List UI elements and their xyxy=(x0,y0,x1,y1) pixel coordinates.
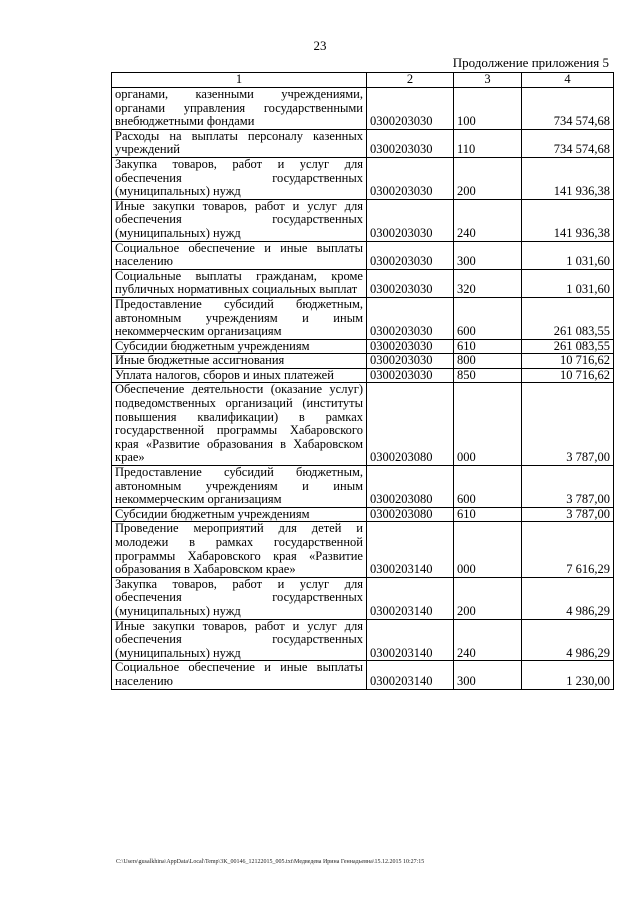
cell-name: Уплата налогов, сборов и иных платежей xyxy=(112,368,367,383)
table-row xyxy=(112,383,614,466)
table-row xyxy=(112,368,614,383)
table-row xyxy=(112,619,614,661)
cell-type: 240 xyxy=(454,619,522,661)
table-row xyxy=(112,661,614,689)
cell-amount: 734 574,68 xyxy=(522,88,614,130)
cell-type: 600 xyxy=(454,466,522,508)
cell-code: 0300203030 xyxy=(367,269,454,297)
table-row xyxy=(112,129,614,157)
cell-amount: 4 986,29 xyxy=(522,619,614,661)
cell-amount: 10 716,62 xyxy=(522,354,614,369)
cell-code: 0300203030 xyxy=(367,129,454,157)
cell-name: Закупка товаров, работ и услуг для обеспечения государственных (муниципальных) нужд xyxy=(112,157,367,199)
cell-code: 0300203140 xyxy=(367,619,454,661)
cell-type: 320 xyxy=(454,269,522,297)
cell-code: 0300203140 xyxy=(367,522,454,577)
cell-type: 610 xyxy=(454,339,522,354)
cell-type: 850 xyxy=(454,368,522,383)
cell-type: 600 xyxy=(454,297,522,339)
column-header: 1 xyxy=(112,73,367,88)
cell-amount: 141 936,38 xyxy=(522,157,614,199)
column-header: 3 xyxy=(454,73,522,88)
cell-code: 0300203030 xyxy=(367,354,454,369)
footer-file-path: C:\Users\gusalkhina\AppData\Local\Temp\3K_00146_12122015_005.txt\Медведева Ирина Геннадьевна\15.12.2015 10:27:15 xyxy=(116,859,425,865)
page-number: 23 xyxy=(313,38,327,53)
cell-code: 0300203030 xyxy=(367,88,454,130)
cell-name: Иные закупки товаров, работ и услуг для обеспечения государственных (муниципальных) нужд xyxy=(112,619,367,661)
cell-name: Социальные выплаты гражданам, кроме публичных нормативных социальных выплат xyxy=(112,269,367,297)
cell-code: 0300203030 xyxy=(367,368,454,383)
cell-amount: 1 031,60 xyxy=(522,269,614,297)
cell-amount: 3 787,00 xyxy=(522,383,614,466)
cell-name: Социальное обеспечение и иные выплаты населению xyxy=(112,241,367,269)
cell-name: органами, казенными учреждениями, органами управления государственными внебюджетными фондами xyxy=(112,88,367,130)
cell-code: 0300203030 xyxy=(367,157,454,199)
cell-type: 200 xyxy=(454,577,522,619)
table-header-row xyxy=(112,73,614,88)
cell-code: 0300203030 xyxy=(367,199,454,241)
table-row xyxy=(112,157,614,199)
table-row xyxy=(112,297,614,339)
cell-type: 200 xyxy=(454,157,522,199)
cell-amount: 10 716,62 xyxy=(522,368,614,383)
cell-name: Субсидии бюджетным учреждениям xyxy=(112,507,367,522)
cell-code: 0300203140 xyxy=(367,577,454,619)
cell-type: 300 xyxy=(454,661,522,689)
table-row xyxy=(112,199,614,241)
cell-name: Предоставление субсидий бюджетным, автономным учреждениям и иным некоммерческим организациям xyxy=(112,466,367,508)
cell-amount: 1 031,60 xyxy=(522,241,614,269)
table-row xyxy=(112,339,614,354)
cell-name: Закупка товаров, работ и услуг для обеспечения государственных (муниципальных) нужд xyxy=(112,577,367,619)
cell-type: 000 xyxy=(454,522,522,577)
table-row xyxy=(112,354,614,369)
cell-name: Предоставление субсидий бюджетным, автономным учреждениям и иным некоммерческим организациям xyxy=(112,297,367,339)
cell-name: Социальное обеспечение и иные выплаты населению xyxy=(112,661,367,689)
table-row xyxy=(112,241,614,269)
cell-amount: 7 616,29 xyxy=(522,522,614,577)
budget-table xyxy=(111,72,614,690)
cell-code: 0300203030 xyxy=(367,297,454,339)
table-row xyxy=(112,507,614,522)
cell-type: 240 xyxy=(454,199,522,241)
cell-type: 100 xyxy=(454,88,522,130)
cell-amount: 261 083,55 xyxy=(522,339,614,354)
cell-type: 000 xyxy=(454,383,522,466)
cell-amount: 141 936,38 xyxy=(522,199,614,241)
cell-name: Проведение мероприятий для детей и молодежи в рамках государственной программы Хабаровского края «Развитие образования в Хабаровском крае» xyxy=(112,522,367,577)
cell-type: 300 xyxy=(454,241,522,269)
continuation-title: Продолжение приложения 5 xyxy=(452,55,609,70)
cell-name: Субсидии бюджетным учреждениям xyxy=(112,339,367,354)
cell-amount: 3 787,00 xyxy=(522,466,614,508)
cell-type: 610 xyxy=(454,507,522,522)
cell-amount: 734 574,68 xyxy=(522,129,614,157)
table-row xyxy=(112,466,614,508)
cell-name: Обеспечение деятельности (оказание услуг) подведомственных организаций (институты повышения квалификации) в рамках государственной программы Хабаровского края «Развитие образования в Хабаровском крае» xyxy=(112,383,367,466)
cell-amount: 3 787,00 xyxy=(522,507,614,522)
cell-amount: 4 986,29 xyxy=(522,577,614,619)
cell-amount: 261 083,55 xyxy=(522,297,614,339)
cell-code: 0300203080 xyxy=(367,466,454,508)
cell-amount: 1 230,00 xyxy=(522,661,614,689)
cell-code: 0300203080 xyxy=(367,383,454,466)
column-header: 4 xyxy=(522,73,614,88)
table-row xyxy=(112,577,614,619)
cell-code: 0300203030 xyxy=(367,241,454,269)
table-row xyxy=(112,88,614,130)
cell-code: 0300203140 xyxy=(367,661,454,689)
cell-type: 110 xyxy=(454,129,522,157)
cell-code: 0300203080 xyxy=(367,507,454,522)
cell-code: 0300203030 xyxy=(367,339,454,354)
table-row xyxy=(112,522,614,577)
cell-type: 800 xyxy=(454,354,522,369)
column-header: 2 xyxy=(367,73,454,88)
cell-name: Иные закупки товаров, работ и услуг для обеспечения государственных (муниципальных) нужд xyxy=(112,199,367,241)
cell-name: Иные бюджетные ассигнования xyxy=(112,354,367,369)
cell-name: Расходы на выплаты персоналу казенных учреждений xyxy=(112,129,367,157)
table-row xyxy=(112,269,614,297)
